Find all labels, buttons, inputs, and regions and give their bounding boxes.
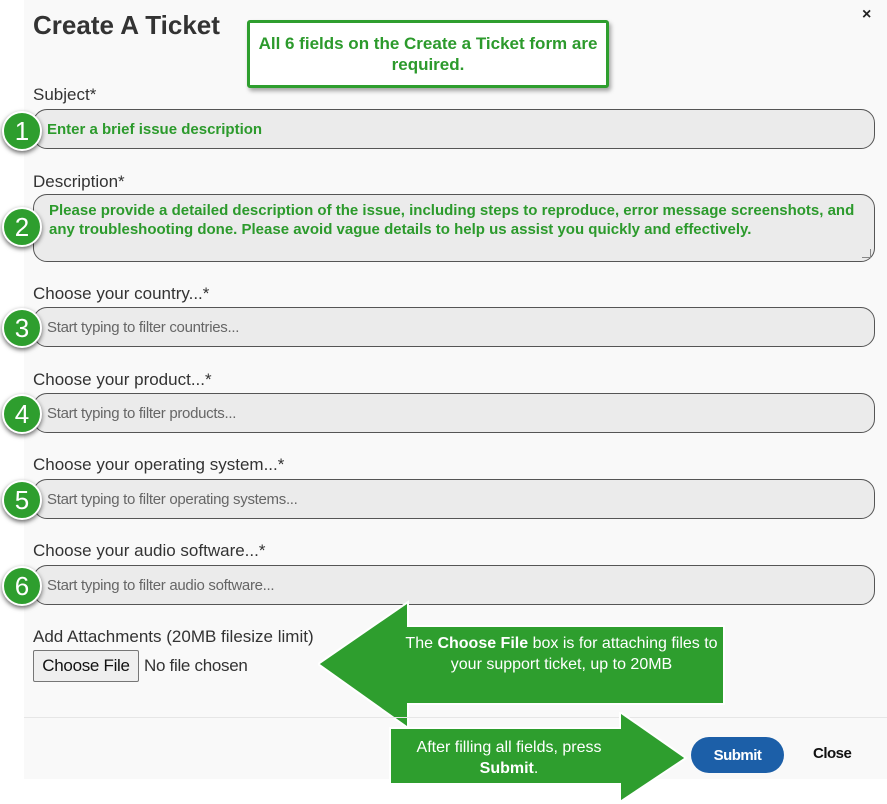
file-status: No file chosen bbox=[144, 656, 248, 675]
required-fields-callout: All 6 fields on the Create a Ticket form are required. bbox=[247, 20, 609, 88]
step-4-badge: 4 bbox=[2, 394, 42, 434]
close-button[interactable]: Close bbox=[813, 745, 852, 762]
choose-file-button[interactable]: Choose File bbox=[33, 650, 139, 682]
close-icon[interactable]: × bbox=[862, 6, 872, 23]
description-label: Description* bbox=[33, 172, 125, 191]
os-label: Choose your operating system...* bbox=[33, 455, 285, 474]
step-2-badge: 2 bbox=[2, 207, 42, 247]
resize-grip-icon[interactable] bbox=[862, 249, 871, 258]
subject-input[interactable]: Enter a brief issue description bbox=[33, 109, 875, 149]
subject-label: Subject* bbox=[33, 85, 97, 104]
submit-button[interactable]: Submit bbox=[691, 737, 784, 773]
country-label: Choose your country...* bbox=[33, 284, 210, 303]
description-textarea[interactable] bbox=[33, 194, 875, 262]
submit-annotation: After filling all fields, press Submit. bbox=[416, 739, 602, 777]
step-3-badge: 3 bbox=[2, 308, 42, 348]
choose-file-annotation: The Choose File box is for attaching files to your support ticket, up to 20MB bbox=[405, 635, 718, 673]
step-6-badge: 6 bbox=[2, 566, 42, 606]
os-input[interactable]: Start typing to filter operating systems... bbox=[33, 479, 875, 519]
country-input[interactable]: Start typing to filter countries... bbox=[33, 307, 875, 347]
audio-software-label: Choose your audio software...* bbox=[33, 541, 266, 560]
audio-software-input[interactable]: Start typing to filter audio software... bbox=[33, 565, 875, 605]
step-1-badge: 1 bbox=[2, 111, 42, 151]
product-label: Choose your product...* bbox=[33, 370, 212, 389]
step-5-badge: 5 bbox=[2, 480, 42, 520]
modal-title: Create A Ticket bbox=[33, 10, 220, 40]
description-placeholder: Please provide a detailed description of the issue, including steps to reproduce, error message screenshots, and any troubleshooting done. Please avoid vague details to help us assist you quickly and effectively. bbox=[49, 202, 855, 238]
attachments-label: Add Attachments (20MB filesize limit) bbox=[33, 627, 314, 646]
product-input[interactable]: Start typing to filter products... bbox=[33, 393, 875, 433]
